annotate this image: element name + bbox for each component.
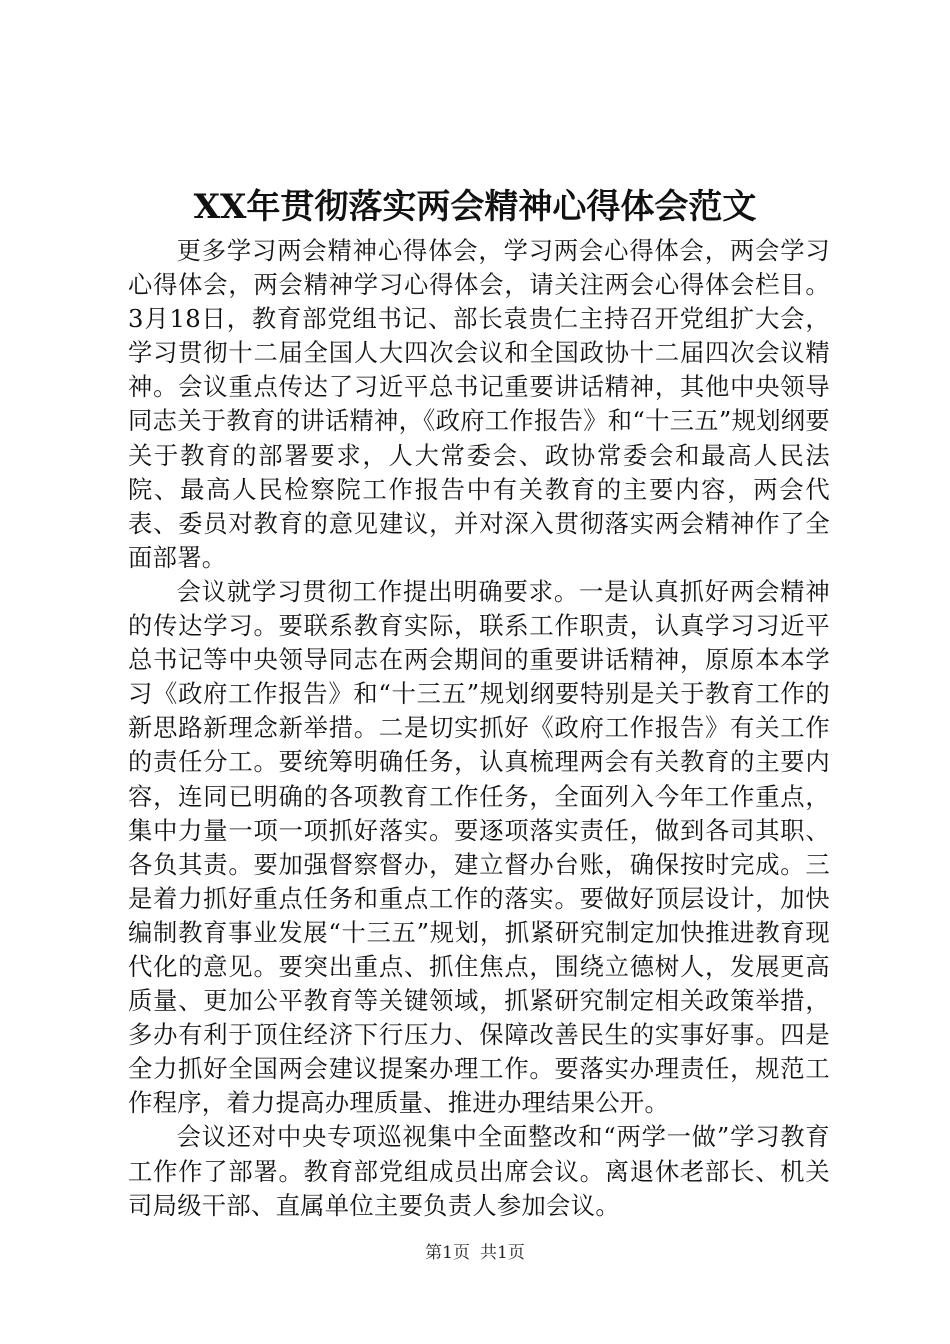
paragraph-3: 会议还对中央专项巡视集中全面整改和“两学一做”学习教育工作作了部署。教育部党组成员出席会议。离退休老部长、机关司局级干部、直属单位主要负责人参加会议。 [128, 1122, 830, 1220]
document-body [128, 234, 830, 1223]
document-title: XX年贯彻落实两会精神心得体会范文 [193, 187, 757, 227]
paragraph-1: 更多学习两会精神心得体会，学习两会心得体会，两会学习心得体会，两会精神学习心得体会，请关注两会心得体会栏目。3月18日，教育部党组书记、部长袁贵仁主持召开党组扩大会，学习贯彻十二届全国人大四次会议和全国政协十二届四次会议精神。会议重点传达了习近平总书记重要讲话精神，其他中央领导同志关于教育的讲话精神，《政府工作报告》和“十三五”规划纲要关于教育的部署要求，人大常委会、政协常委会和最高人民法院、最高人民检察院工作报告中有关教育的主要内容，两会代表、委员对教育的意见建议，并对深入贯彻落实两会精神作了全面部署。 [128, 236, 831, 572]
page-footer [0, 1241, 950, 1265]
paragraph-2: 会议就学习贯彻工作提出明确要求。一是认真抓好两会精神的传达学习。要联系教育实际，联系工作职责，认真学习习近平总书记等中央领导同志在两会期间的重要讲话精神，原原本本学习《政府工作报告》和“十三五”规划纲要特别是关于教育工作的新思路新理念新举措。二是切实抓好《政府工作报告》有关工作的责任分工。要统筹明确任务，认真梳理两会有关教育的主要内容，连同已明确的各项教育工作任务，全面列入今年工作重点，集中力量一项一项抓好落实。要逐项落实责任，做到各司其职、各负其责。要加强督察督办，建立督办台账，确保按时完成。三是着力抓好重点任务和重点工作的落实。要做好顶层设计，加快编制教育事业发展“十三五”规划，抓紧研究制定加快推进教育现代化的意见。要突出重点、抓住焦点，围绕立德树人，发展更高质量、更加公平教育等关键领域，抓紧研究制定相关政策举措，多办有利于顶住经济下行压力、保障改善民生的实事好事。四是全力抓好全国两会建议提案办理工作。要落实办理责任，规范工作程序，着力提高办理质量、推进办理结果公开。 [128, 576, 830, 1118]
page-total: 共1页 [480, 1243, 525, 1263]
page-number: 第1页 [425, 1243, 470, 1263]
